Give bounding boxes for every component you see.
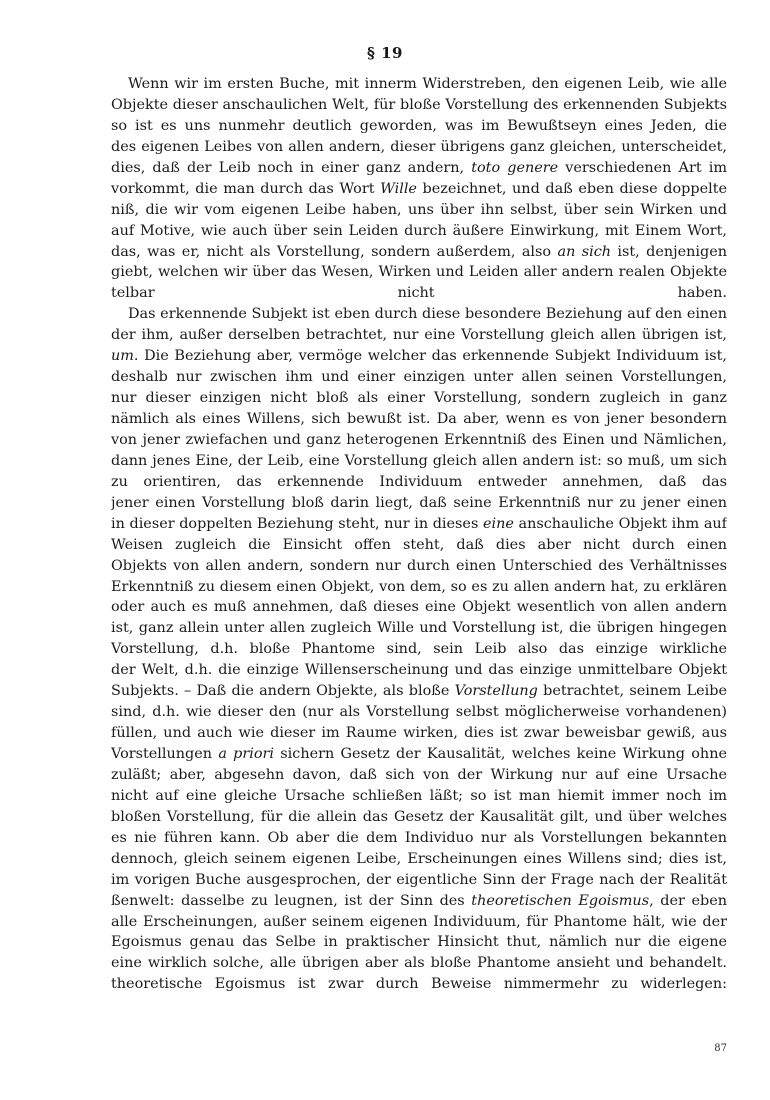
emphasis-text: theoretischen Egoismus bbox=[471, 892, 650, 909]
text-run: Subjekts. – Daß die andern Objekte, als bloße bbox=[111, 683, 455, 700]
text-line bbox=[111, 577, 727, 598]
text-run: eine wirklich solche, alle übrigen aber als bloße Phantome ansieht und behandelt. bbox=[111, 955, 727, 972]
text-line bbox=[111, 953, 727, 974]
emphasis-text: toto genere bbox=[471, 159, 559, 176]
text-run: Wenn wir im ersten Buche, mit innerm Widerstreben, den eigenen Leib, wie alle bbox=[128, 76, 727, 92]
text-line bbox=[111, 493, 727, 514]
text-run: der ihm, außer derselben betrachtet, nur eine Vorstellung gleich allen übrigen ist, bbox=[111, 327, 727, 344]
text-run: zuläßt; aber, abgesehn davon, daß sich von der Wirkung nur auf eine Ursache bbox=[111, 766, 727, 783]
text-run: Vorstellung, d.h. bloße Phantome sind, sein Leib also das einzige wirkliche bbox=[111, 641, 727, 658]
text-run: zu orientiren, das erkennende Individuum entweder annehmen, daß das bbox=[111, 473, 727, 490]
text-run: dennoch, gleich seinem eigenen Leibe, Erscheinungen eines Willens sind; dies ist, bbox=[111, 850, 727, 867]
text-run: verschiedenen Art im bbox=[565, 159, 727, 176]
text-run: vorkommt, die man durch das Wort bbox=[111, 180, 381, 197]
emphasis-text: um bbox=[111, 348, 134, 365]
text-run: es nie führen kann. Ob aber die dem Individuo nur als Vorstellungen bekannten bbox=[111, 829, 727, 846]
text-run: Objekts von allen andern, sondern nur durch einen Unterschied des Verhältnisses bbox=[111, 557, 727, 574]
text-run: theoretische Egoismus ist zwar durch Beweise nimmermehr zu widerlegen: bbox=[111, 976, 727, 993]
text-line bbox=[111, 639, 727, 660]
text-run: deshalb nur zwischen ihm und einer einzigen unter allen seinen Vorstellungen, bbox=[111, 369, 727, 386]
text-run: , der eben bbox=[649, 892, 727, 909]
text-line bbox=[111, 556, 727, 577]
text-line bbox=[111, 472, 727, 493]
text-line bbox=[111, 974, 727, 995]
text-line bbox=[111, 242, 727, 263]
text-line bbox=[111, 912, 727, 933]
text-line bbox=[111, 158, 727, 179]
text-run: im vorigen Buche ausgesprochen, der eigentliche Sinn der Frage nach der Realität bbox=[111, 871, 727, 888]
text-run: in dieser doppelten Beziehung steht, nur in dieses bbox=[111, 515, 483, 532]
text-line bbox=[111, 932, 727, 953]
text-run: Erkenntniß zu diesem einen Objekt, von dem, so es zu allen andern hat, zu erklären bbox=[111, 578, 727, 595]
text-line bbox=[111, 535, 727, 556]
text-run: ist, denjenigen bbox=[617, 243, 727, 260]
text-run: dann jenes Eine, der Leib, eine Vorstellung gleich allen andern ist: so muß, um sich bbox=[111, 452, 727, 469]
text-line bbox=[111, 618, 727, 639]
text-line bbox=[111, 388, 727, 409]
text-line bbox=[111, 744, 727, 765]
text-run: oder auch es muß annehmen, daß dieses eine Objekt wesentlich von allen andern bbox=[111, 599, 727, 616]
text-run: nämlich als eines Willens, sich bewußt ist. Da aber, wenn es von jener besondern bbox=[111, 411, 727, 427]
text-run: dies, daß der Leib noch in einer ganz andern, bbox=[111, 159, 472, 176]
text-line bbox=[111, 409, 727, 430]
section-heading: § 19 bbox=[367, 44, 403, 62]
text-line bbox=[111, 116, 727, 137]
text-line bbox=[111, 849, 727, 870]
text-line bbox=[111, 137, 727, 158]
text-run: anschauliche Objekt ihm auf bbox=[518, 515, 727, 532]
body-text bbox=[111, 74, 727, 995]
text-run: . Die Beziehung aber, vermöge welcher das erkennende Subjekt Individuum ist, bbox=[133, 348, 727, 365]
text-run: sichern Gesetz der Kausalität, welches keine Wirkung ohne bbox=[280, 746, 727, 762]
text-run: von jener zwiefachen und ganz heterogenen Erkenntniß des Einen und Nämlichen, bbox=[111, 431, 727, 448]
text-run: niß, die wir vom eigenen Leibe haben, uns über ihn selbst, über sein Wirken und bbox=[111, 201, 727, 218]
emphasis-text: a priori bbox=[218, 746, 274, 762]
emphasis-text: eine bbox=[482, 515, 514, 532]
text-line bbox=[111, 367, 727, 388]
text-run: Egoismus genau das Selbe in praktischer Hinsicht thut, nämlich nur die eigene bbox=[111, 934, 727, 951]
emphasis-text: an sich bbox=[557, 243, 612, 260]
text-run: betrachtet, seinem Leibe bbox=[543, 683, 727, 700]
text-run: Objekte dieser anschaulichen Welt, für bloße Vorstellung des erkennenden Subjekts bbox=[111, 96, 727, 113]
text-run: bezeichnet, und daß eben diese doppelte bbox=[422, 180, 727, 197]
text-run: ßenwelt: dasselbe zu leugnen, ist der Sinn des bbox=[111, 892, 472, 909]
text-run: das, was er, nicht als Vorstellung, sondern außerdem, also bbox=[111, 243, 558, 260]
text-line bbox=[111, 891, 727, 912]
text-line bbox=[111, 430, 727, 451]
text-run: Vorstellungen bbox=[111, 746, 219, 762]
page-number: 87 bbox=[714, 1043, 727, 1054]
text-run: sind, d.h. wie dieser den (nur als Vorstellung selbst möglicherweise vorhandenen) bbox=[111, 704, 727, 721]
text-line bbox=[111, 660, 727, 681]
text-run: alle Erscheinungen, außer seinem eigenen Individuum, für Phantome hält, wie der bbox=[111, 913, 727, 930]
text-run: telbar nicht haben. bbox=[111, 285, 727, 302]
text-run: nicht auf eine gleiche Ursache schließen läßt; so ist man hiemit immer noch im bbox=[111, 787, 727, 804]
text-line bbox=[111, 221, 727, 242]
text-run: jener einen Vorstellung bloß darin liegt, daß seine Erkenntniß nur zu jener einen bbox=[111, 494, 727, 511]
text-line bbox=[111, 870, 727, 891]
text-line bbox=[111, 325, 727, 346]
text-run: giebt, welchen wir über das Wesen, Wirken und Leiden aller andern realen Objekte bbox=[111, 264, 727, 281]
text-line bbox=[111, 200, 727, 221]
text-run: der Welt, d.h. die einzige Willenserscheinung und das einzige unmittelbare Objekt bbox=[111, 662, 727, 679]
emphasis-text: Vorstellung bbox=[454, 683, 538, 700]
text-line bbox=[111, 179, 727, 200]
text-line bbox=[111, 262, 727, 283]
text-line bbox=[111, 451, 727, 472]
text-line bbox=[111, 723, 727, 744]
text-line bbox=[111, 74, 727, 95]
text-line bbox=[111, 346, 727, 367]
text-run: nur dieser einzigen nicht bloß als einer Vorstellung, sondern zugleich in ganz bbox=[111, 390, 727, 407]
text-run: so ist es uns nunmehr deutlich geworden, was im Bewußtseyn eines Jeden, die bbox=[111, 117, 727, 134]
text-run: ist, ganz allein unter allen zugleich Wille und Vorstellung ist, die übrigen hingegen bbox=[111, 620, 727, 637]
text-line bbox=[111, 597, 727, 618]
text-line bbox=[111, 304, 727, 325]
text-run: auf Motive, wie auch über sein Leiden durch äußere Einwirkung, mit Einem Wort, bbox=[111, 222, 727, 239]
text-run: Weisen zugleich die Einsicht offen steht, daß dies aber nicht durch einen bbox=[111, 536, 727, 553]
text-run: füllen, und auch wie dieser im Raume wirken, dies ist zwar beweisbar gewiß, aus bbox=[111, 725, 727, 742]
emphasis-text: Wille bbox=[380, 180, 417, 197]
text-line bbox=[111, 786, 727, 807]
text-line bbox=[111, 807, 727, 828]
text-line bbox=[111, 95, 727, 116]
text-run: Das erkennende Subjekt ist eben durch diese besondere Beziehung auf den einen bbox=[128, 306, 727, 323]
text-line bbox=[111, 283, 727, 304]
text-line bbox=[111, 681, 727, 702]
text-run: bloßen Vorstellung, für die allein das Gesetz der Kausalität gilt, und über welches bbox=[111, 808, 727, 825]
text-line bbox=[111, 828, 727, 849]
text-line bbox=[111, 702, 727, 723]
text-line bbox=[111, 765, 727, 786]
text-line bbox=[111, 514, 727, 535]
text-run: des eigenen Leibes von allen andern, dieser übrigens ganz gleichen, unterscheidet, bbox=[111, 138, 727, 155]
